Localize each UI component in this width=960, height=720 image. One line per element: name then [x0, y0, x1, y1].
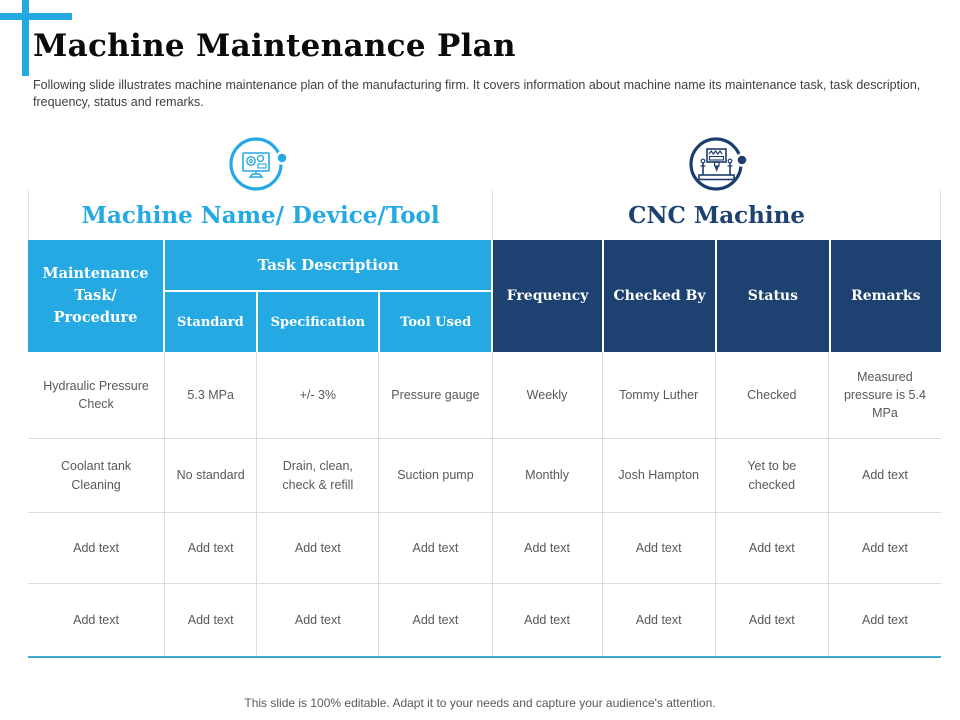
- table-cell: Add text: [493, 584, 603, 656]
- table-cell: Add text: [257, 513, 379, 584]
- table-cell: Add text: [861, 612, 908, 627]
- header-checked-by: Checked By: [604, 240, 715, 352]
- cnc-machine-icon: [688, 133, 752, 195]
- table-cell: Tommy Luther: [603, 352, 716, 439]
- table-cell: Add text: [165, 513, 257, 584]
- table-cell: No standard: [165, 439, 257, 513]
- section-title-cnc-machine: CNC Machine: [628, 201, 805, 229]
- page-subtitle: Following slide illustrates machine maintenance plan of the manufacturing firm. It covers information about machine name its maintenance task, task description, frequency, status and remarks.: [33, 78, 921, 109]
- table-cell: Yet to be checked: [716, 439, 829, 513]
- table-cell: Add text: [379, 513, 492, 584]
- table-cell: Hydraulic Pressure Check: [28, 352, 165, 439]
- header-specification: Specification: [258, 292, 378, 352]
- table-cell: Coolant tank Cleaning: [28, 439, 165, 513]
- header-status: Status: [717, 240, 828, 352]
- table-cell: Checked: [716, 352, 829, 439]
- header-standard: Standard: [165, 292, 256, 352]
- table-cell: Add text: [493, 513, 603, 584]
- table-cell: Add text: [28, 513, 165, 584]
- table-cell: Add text: [829, 439, 941, 513]
- table-header: [28, 240, 941, 352]
- maintenance-table: [28, 190, 941, 658]
- table-cell: 5.3 MPa: [165, 352, 257, 439]
- table-cell: Josh Hampton: [603, 439, 716, 513]
- header-tool-used: Tool Used: [380, 292, 491, 352]
- table-cell: Add text: [716, 513, 829, 584]
- decorative-cross-horizontal: [0, 13, 72, 20]
- header-maintenance-task: Maintenance Task/ Procedure: [28, 240, 163, 352]
- table-cell: Add text: [603, 584, 716, 656]
- decorative-cross-vertical: [22, 0, 29, 76]
- table-cell: Suction pump: [379, 439, 492, 513]
- table-cell: Drain, clean, check & refill: [257, 439, 379, 513]
- table-cell: Add text: [165, 584, 257, 656]
- table-cell: Add text: [379, 584, 492, 656]
- header-task-description: Task Description: [165, 240, 491, 290]
- table-cell: Add text: [716, 584, 829, 656]
- page-title: Machine Maintenance Plan: [33, 28, 516, 64]
- table-cell: Pressure gauge: [379, 352, 492, 439]
- table-cell: Add text: [257, 584, 379, 656]
- header-frequency: Frequency: [493, 240, 601, 352]
- table-cell: Add text: [829, 513, 941, 584]
- table-cell: Weekly: [493, 352, 603, 439]
- footer-note: This slide is 100% editable. Adapt it to your needs and capture your audience's attention.: [244, 696, 716, 710]
- section-title-machine-name: Machine Name/ Device/Tool: [29, 190, 493, 240]
- table-cell: +/- 3%: [257, 352, 379, 439]
- table-body: [28, 352, 941, 658]
- table-cell: Add text: [603, 513, 716, 584]
- machine-device-monitor-icon: [228, 133, 292, 195]
- table-cell: Monthly: [493, 439, 603, 513]
- table-cell: Measured pressure is 5.4 MPa: [829, 352, 941, 439]
- section-title-band: [28, 190, 941, 240]
- table-cell: Add text: [28, 584, 165, 656]
- header-remarks: Remarks: [831, 240, 941, 352]
